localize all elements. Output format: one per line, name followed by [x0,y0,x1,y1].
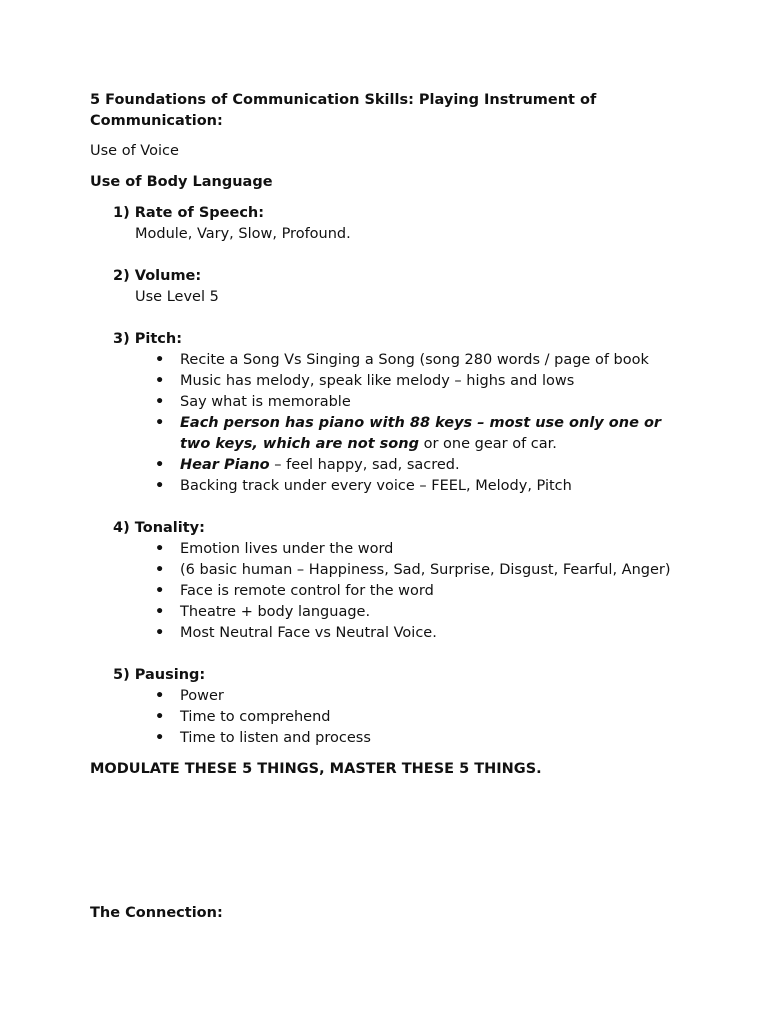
list-item-text: – feel happy, sad, sacred. [269,457,460,473]
list-item [113,728,680,749]
list-item-text: Time to comprehend [180,709,331,725]
list-item-text: Time to listen and process [180,730,371,746]
list-item [113,602,680,623]
bullet-icon: • [155,583,165,599]
list-item-text: Face is remote control for the word [180,583,434,599]
list-item [113,581,680,602]
list-item-text: Most Neutral Face vs Neutral Voice. [180,625,437,641]
bullet-icon: • [155,352,165,368]
bullet-icon: • [155,415,165,431]
bullet-list [113,350,680,497]
bullet-icon: • [155,457,165,473]
list-item-text: Recite a Song Vs Singing a Song (song 280 words / page of book [180,352,649,368]
list-item [113,476,680,497]
bullet-icon: • [155,730,165,746]
bullet-icon: • [155,625,165,641]
bullet-icon: • [155,394,165,410]
section-pausing [113,665,680,749]
list-item [113,371,680,392]
list-item [113,455,680,476]
list-item [113,392,680,413]
list-item [113,686,680,707]
list-item [113,623,680,644]
section-text: Use Level 5 [135,289,219,305]
list-item-text: Backing track under every voice – FEEL, Melody, Pitch [180,478,572,494]
bullet-icon: • [155,604,165,620]
list-item-text: or one gear of car. [418,436,557,452]
list-item [113,350,680,371]
document-title: 5 Foundations of Communication Skills: Playing Instrument of Communication: [90,92,597,129]
section-heading: 5) Pausing: [113,667,206,683]
list-item-text: Say what is memorable [180,394,351,410]
bullet-icon: • [155,541,165,557]
list-item [113,539,680,560]
list-item-text: Music has melody, speak like melody – highs and lows [180,373,575,389]
document-body [90,90,680,780]
connection-heading: The Connection: [90,905,223,921]
bullet-icon: • [155,709,165,725]
list-item [113,707,680,728]
section-heading: 4) Tonality: [113,520,205,536]
bullet-icon: • [155,373,165,389]
use-of-body-language-heading: Use of Body Language [90,174,273,190]
closing-statement: MODULATE THESE 5 THINGS, MASTER THESE 5 THINGS. [90,761,542,777]
list-item-text: Theatre + body language. [180,604,371,620]
section-tonality [113,518,680,644]
section-heading: 1) Rate of Speech: [113,205,265,221]
bullet-icon: • [155,478,165,494]
list-item-text: (6 basic human – Happiness, Sad, Surprise, Disgust, Fearful, Anger) [180,562,671,578]
bullet-icon: • [155,688,165,704]
use-of-voice-line: Use of Voice [90,143,179,159]
section-pitch [113,329,680,497]
list-item [113,413,680,455]
section-heading: 2) Volume: [113,268,202,284]
section-rate-of-speech [113,203,680,245]
emphasized-text: Each person has piano with 88 keys – most use only one or two keys, which are not song [180,415,662,452]
section-text: Module, Vary, Slow, Profound. [135,226,351,242]
list-item [113,560,680,581]
list-item-text: Emotion lives under the word [180,541,394,557]
bullet-list [113,686,680,749]
bullet-list [113,539,680,644]
list-item-text: Power [180,688,224,704]
emphasized-text: Hear Piano [180,457,270,473]
section-heading: 3) Pitch: [113,331,183,347]
section-volume [113,266,680,308]
bullet-icon: • [155,562,165,578]
